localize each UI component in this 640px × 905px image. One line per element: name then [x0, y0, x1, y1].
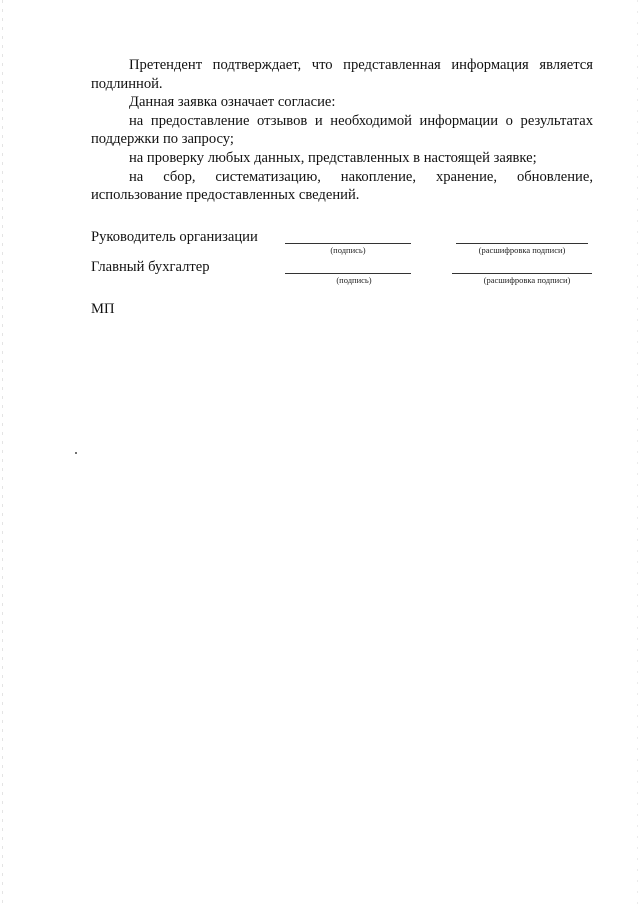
signature-role-label: Главный бухгалтер	[91, 259, 210, 275]
paragraph-consent-verification: на проверку любых данных, представленных в настоящей заявке;	[129, 149, 537, 166]
paragraph-authenticity: Претендент подтверждает, что представленная информация является подлинной.	[91, 57, 593, 92]
signature-decoding-caption: (расшифровка подписи)	[483, 275, 571, 285]
scan-edge-left	[2, 0, 3, 905]
consent-text	[91, 56, 593, 205]
signature-decoding-caption: (расшифровка подписи)	[478, 245, 566, 255]
signature-role-label: Руководитель организации	[91, 229, 258, 245]
signature-row-chief-accountant	[91, 258, 601, 288]
signature-line	[285, 273, 411, 274]
signature-decoding-line	[456, 243, 588, 244]
signature-caption: (подпись)	[336, 275, 372, 285]
signature-caption: (подпись)	[330, 245, 366, 255]
signature-row-director	[91, 228, 601, 258]
scan-edge-right	[637, 0, 638, 905]
signature-line	[285, 243, 411, 244]
paragraph-consent-feedback: на предоставление отзывов и необходимой информации о результатах поддержки по запросу;	[91, 112, 593, 148]
signature-decoding-line	[452, 273, 592, 274]
paragraph-consent-intro: Данная заявка означает согласие:	[129, 94, 336, 111]
paragraph-consent-data-processing: на сбор, систематизацию, накопление, хранение, обновление, использование предоставленных сведений.	[91, 168, 593, 204]
signature-block	[91, 228, 601, 288]
stamp-label: МП	[91, 301, 115, 317]
scan-speck	[75, 452, 77, 454]
